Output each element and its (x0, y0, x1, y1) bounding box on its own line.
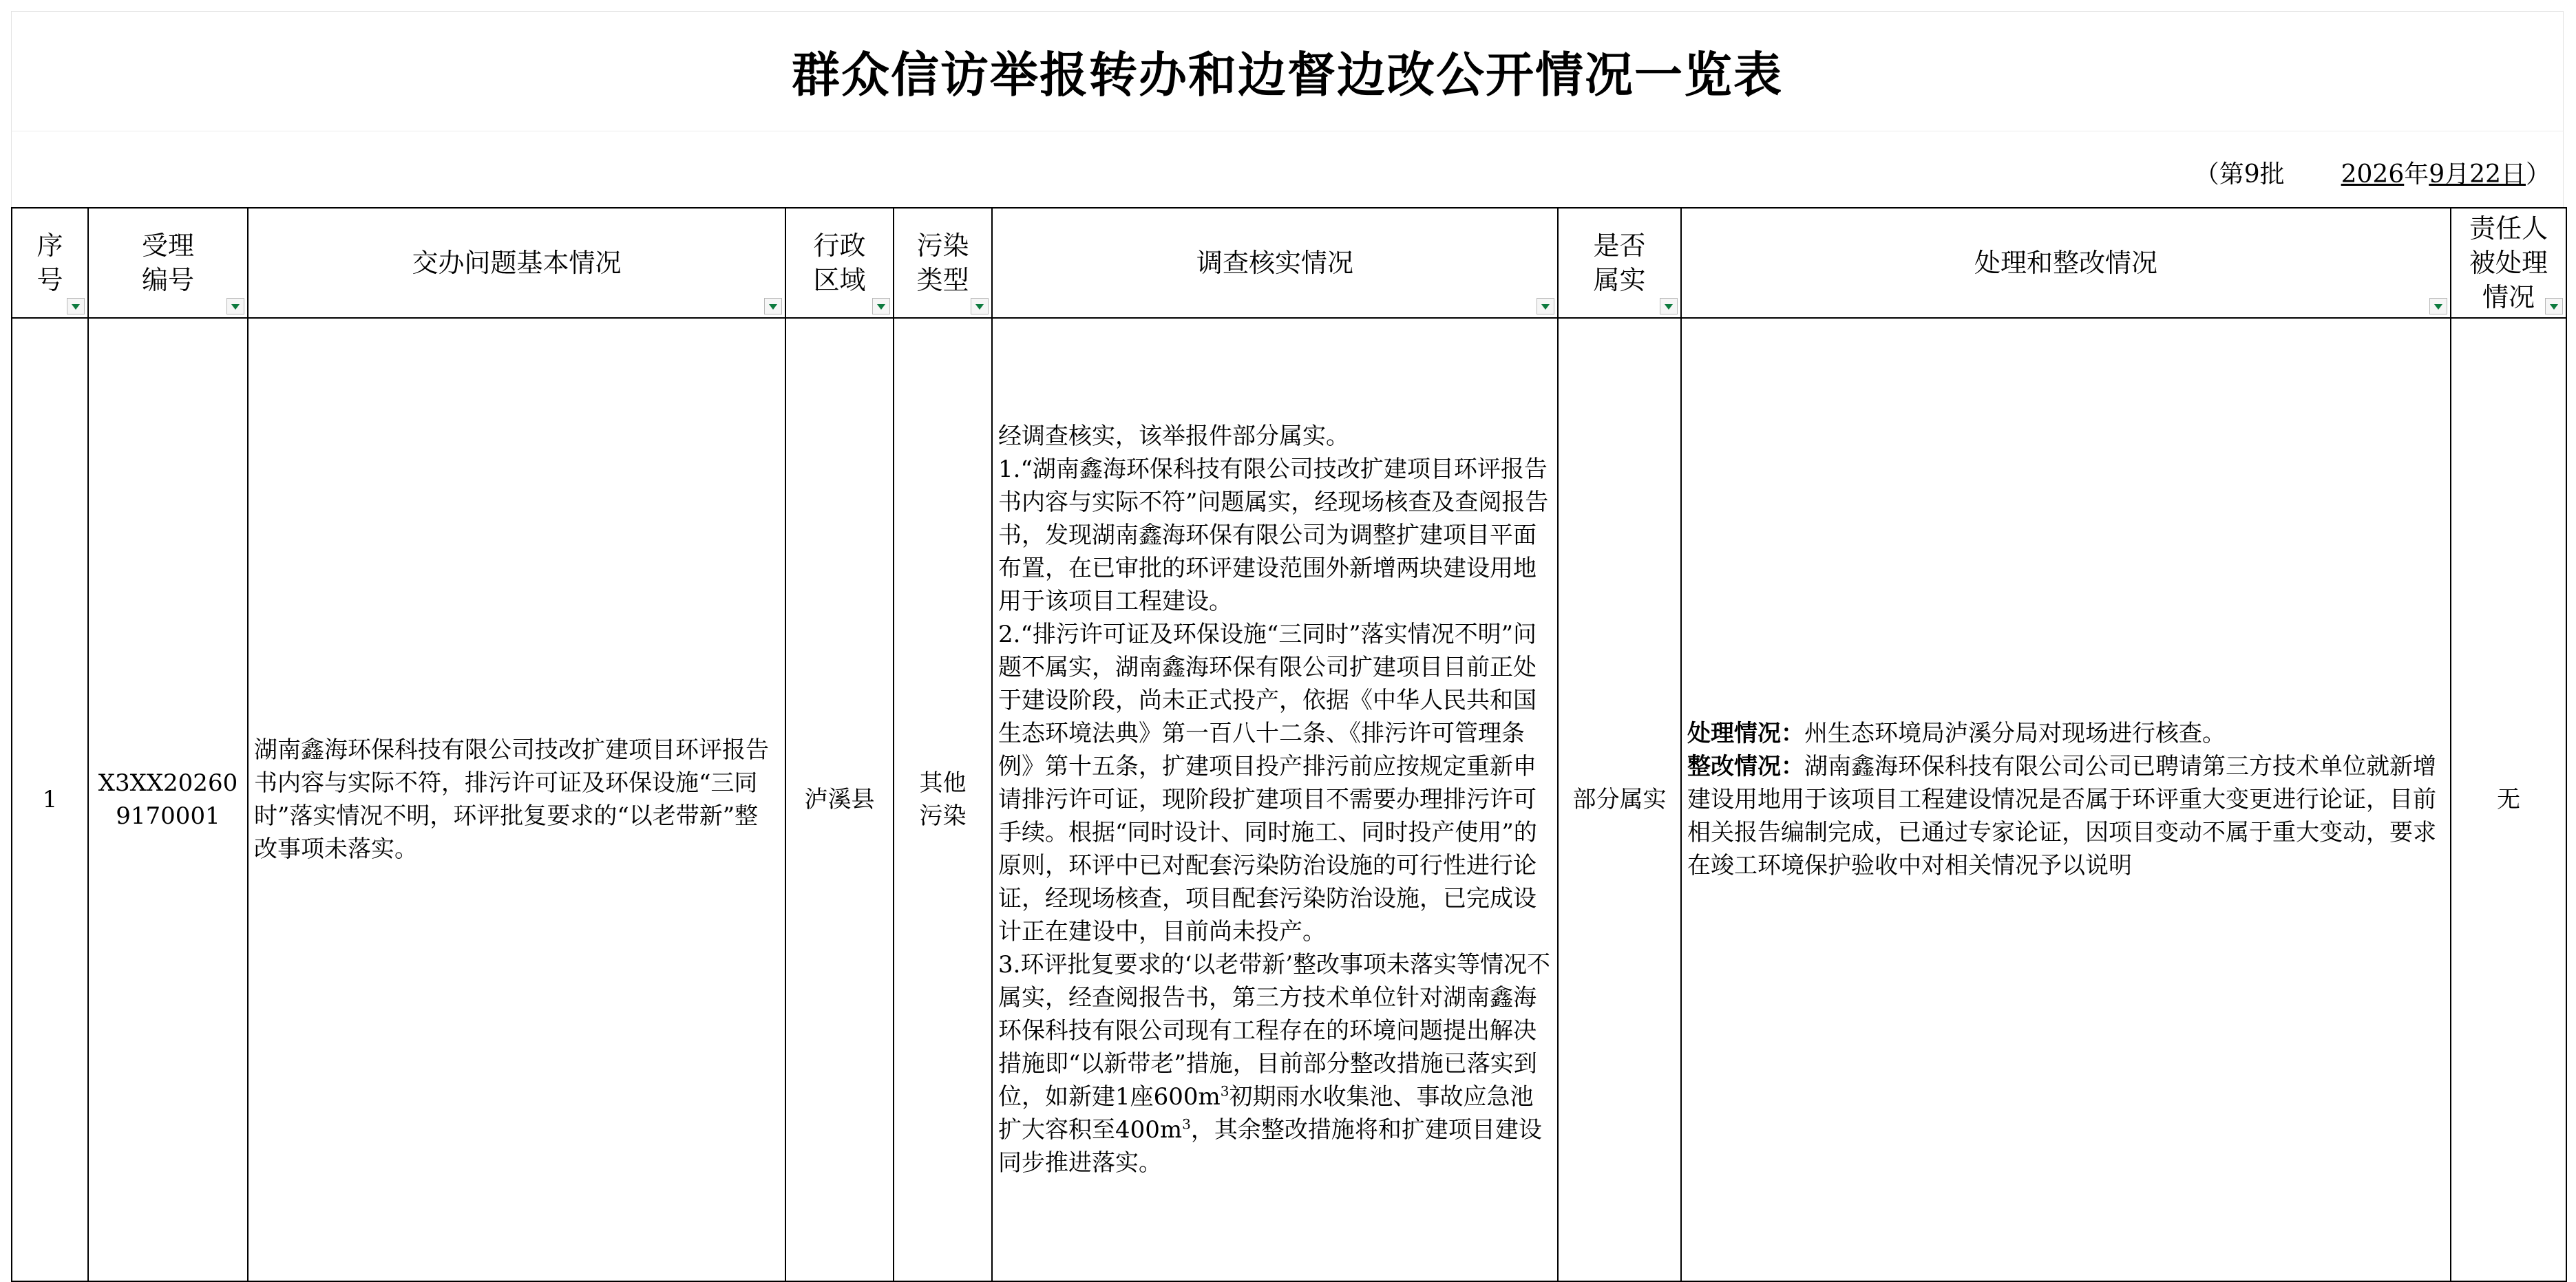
filter-dropdown-icon[interactable] (2429, 298, 2447, 314)
investigation-point-3: 3.环评批复要求的‘以老带新’整改事项未落实等情况不属实，经查阅报告书，第三方技术单位针对湖南鑫海环保科技有限公司现有工程存在的环境问题提出解决措施即“以新带老”措施，目前部分整改措施已落实到位，如新建1座$600m^3$初期雨水收集池、事故应急池扩大容积至$400m^3$，其余整改措施将和扩建项目建设同步推进落实。 (998, 951, 1551, 1177)
handling-status: 处理情况：州生态环境局泸溪分局对现场进行核查。 (1687, 720, 2226, 747)
header-row (12, 208, 2566, 318)
batch-date: 9月22日 (2429, 160, 2526, 189)
filter-dropdown-icon[interactable] (226, 298, 244, 314)
cell-code: X3XX202609170001 (88, 318, 248, 1281)
filter-dropdown-icon[interactable] (971, 298, 989, 314)
filter-dropdown-icon[interactable] (2545, 298, 2563, 314)
header-type: 污染类型 (894, 208, 992, 318)
title-bar (11, 11, 2564, 131)
cell-investigation (992, 318, 1558, 1281)
cell-type: 其他污染 (894, 318, 992, 1281)
header-code: 受理编号 (88, 208, 248, 318)
cell-handling (1681, 318, 2451, 1281)
cell-seq: 1 (12, 318, 88, 1281)
header-investigation: 调查核实情况 (992, 208, 1558, 318)
cell-accountability: 无 (2451, 318, 2566, 1281)
batch-number: （第9批 (2194, 160, 2285, 189)
batch-suffix: ） (2525, 160, 2551, 189)
cell-verified: 部分属实 (1558, 318, 1681, 1281)
filter-dropdown-icon[interactable] (67, 298, 85, 314)
header-seq: 序号 (12, 208, 88, 318)
header-accountability: 责任人被处理情况 (2451, 208, 2566, 318)
batch-year: 2026 (2341, 160, 2405, 189)
batch-bar (11, 131, 2564, 208)
table-row (12, 318, 2566, 1281)
header-verified: 是否属实 (1558, 208, 1681, 318)
batch-info (2195, 155, 2551, 190)
investigation-point-2: 2.“排污许可证及环保设施“三同时”落实情况不明”问题不属实，湖南鑫海环保有限公司扩建项目目前正处于建设阶段，尚未正式投产，依据《中华人民共和国生态环境法典》第一百八十二条、《排污许可管理条例》第十五条，扩建项目投产排污前应按规定重新申请排污许可证，现阶段扩建项目不需要办理排污许可手续。根据“同时设计、同时施工、同时投产使用”的原则，环评中已对配套污染防治设施的可行性进行论证，经现场核查，项目配套污染防治设施，已完成设计正在建设中，目前尚未投产。 (998, 621, 1537, 946)
investigation-point-1: 1.“湖南鑫海环保科技有限公司技改扩建项目环评报告书内容与实际不符”问题属实，经现场核查及查阅报告书，发现湖南鑫海环保有限公司为调整扩建项目平面布置，在已审批的环评建设范围外新增两块建设用地用于该项目工程建设。 (998, 456, 1549, 615)
investigation-intro: 经调查核实，该举报件部分属实。 (998, 423, 1349, 450)
cell-region: 泸溪县 (785, 318, 894, 1281)
header-region: 行政区域 (785, 208, 894, 318)
filter-dropdown-icon[interactable] (872, 298, 890, 314)
cell-basic: 湖南鑫海环保科技有限公司技改扩建项目环评报告书内容与实际不符，排污许可证及环保设施“三同时”落实情况不明，环评批复要求的“以老带新”整改事项未落实。 (248, 318, 785, 1281)
header-basic: 交办问题基本情况 (248, 208, 785, 318)
rectification-status: 整改情况：湖南鑫海环保科技有限公司公司已聘请第三方技术单位就新增建设用地用于该项目工程建设情况是否属于环评重大变更进行论证，目前相关报告编制完成，已通过专家论证，因项目变动不属于重大变动，要求在竣工环境保护验收中对相关情况予以说明 (1687, 753, 2436, 879)
header-handling: 处理和整改情况 (1681, 208, 2451, 318)
page-title: 群众信访举报转办和边督边改公开情况一览表 (792, 46, 1783, 103)
filter-dropdown-icon[interactable] (1537, 298, 1554, 314)
batch-year-suffix: 年 (2404, 160, 2429, 189)
filter-dropdown-icon[interactable] (764, 298, 782, 314)
filter-dropdown-icon[interactable] (1660, 298, 1678, 314)
report-table (11, 207, 2567, 1282)
